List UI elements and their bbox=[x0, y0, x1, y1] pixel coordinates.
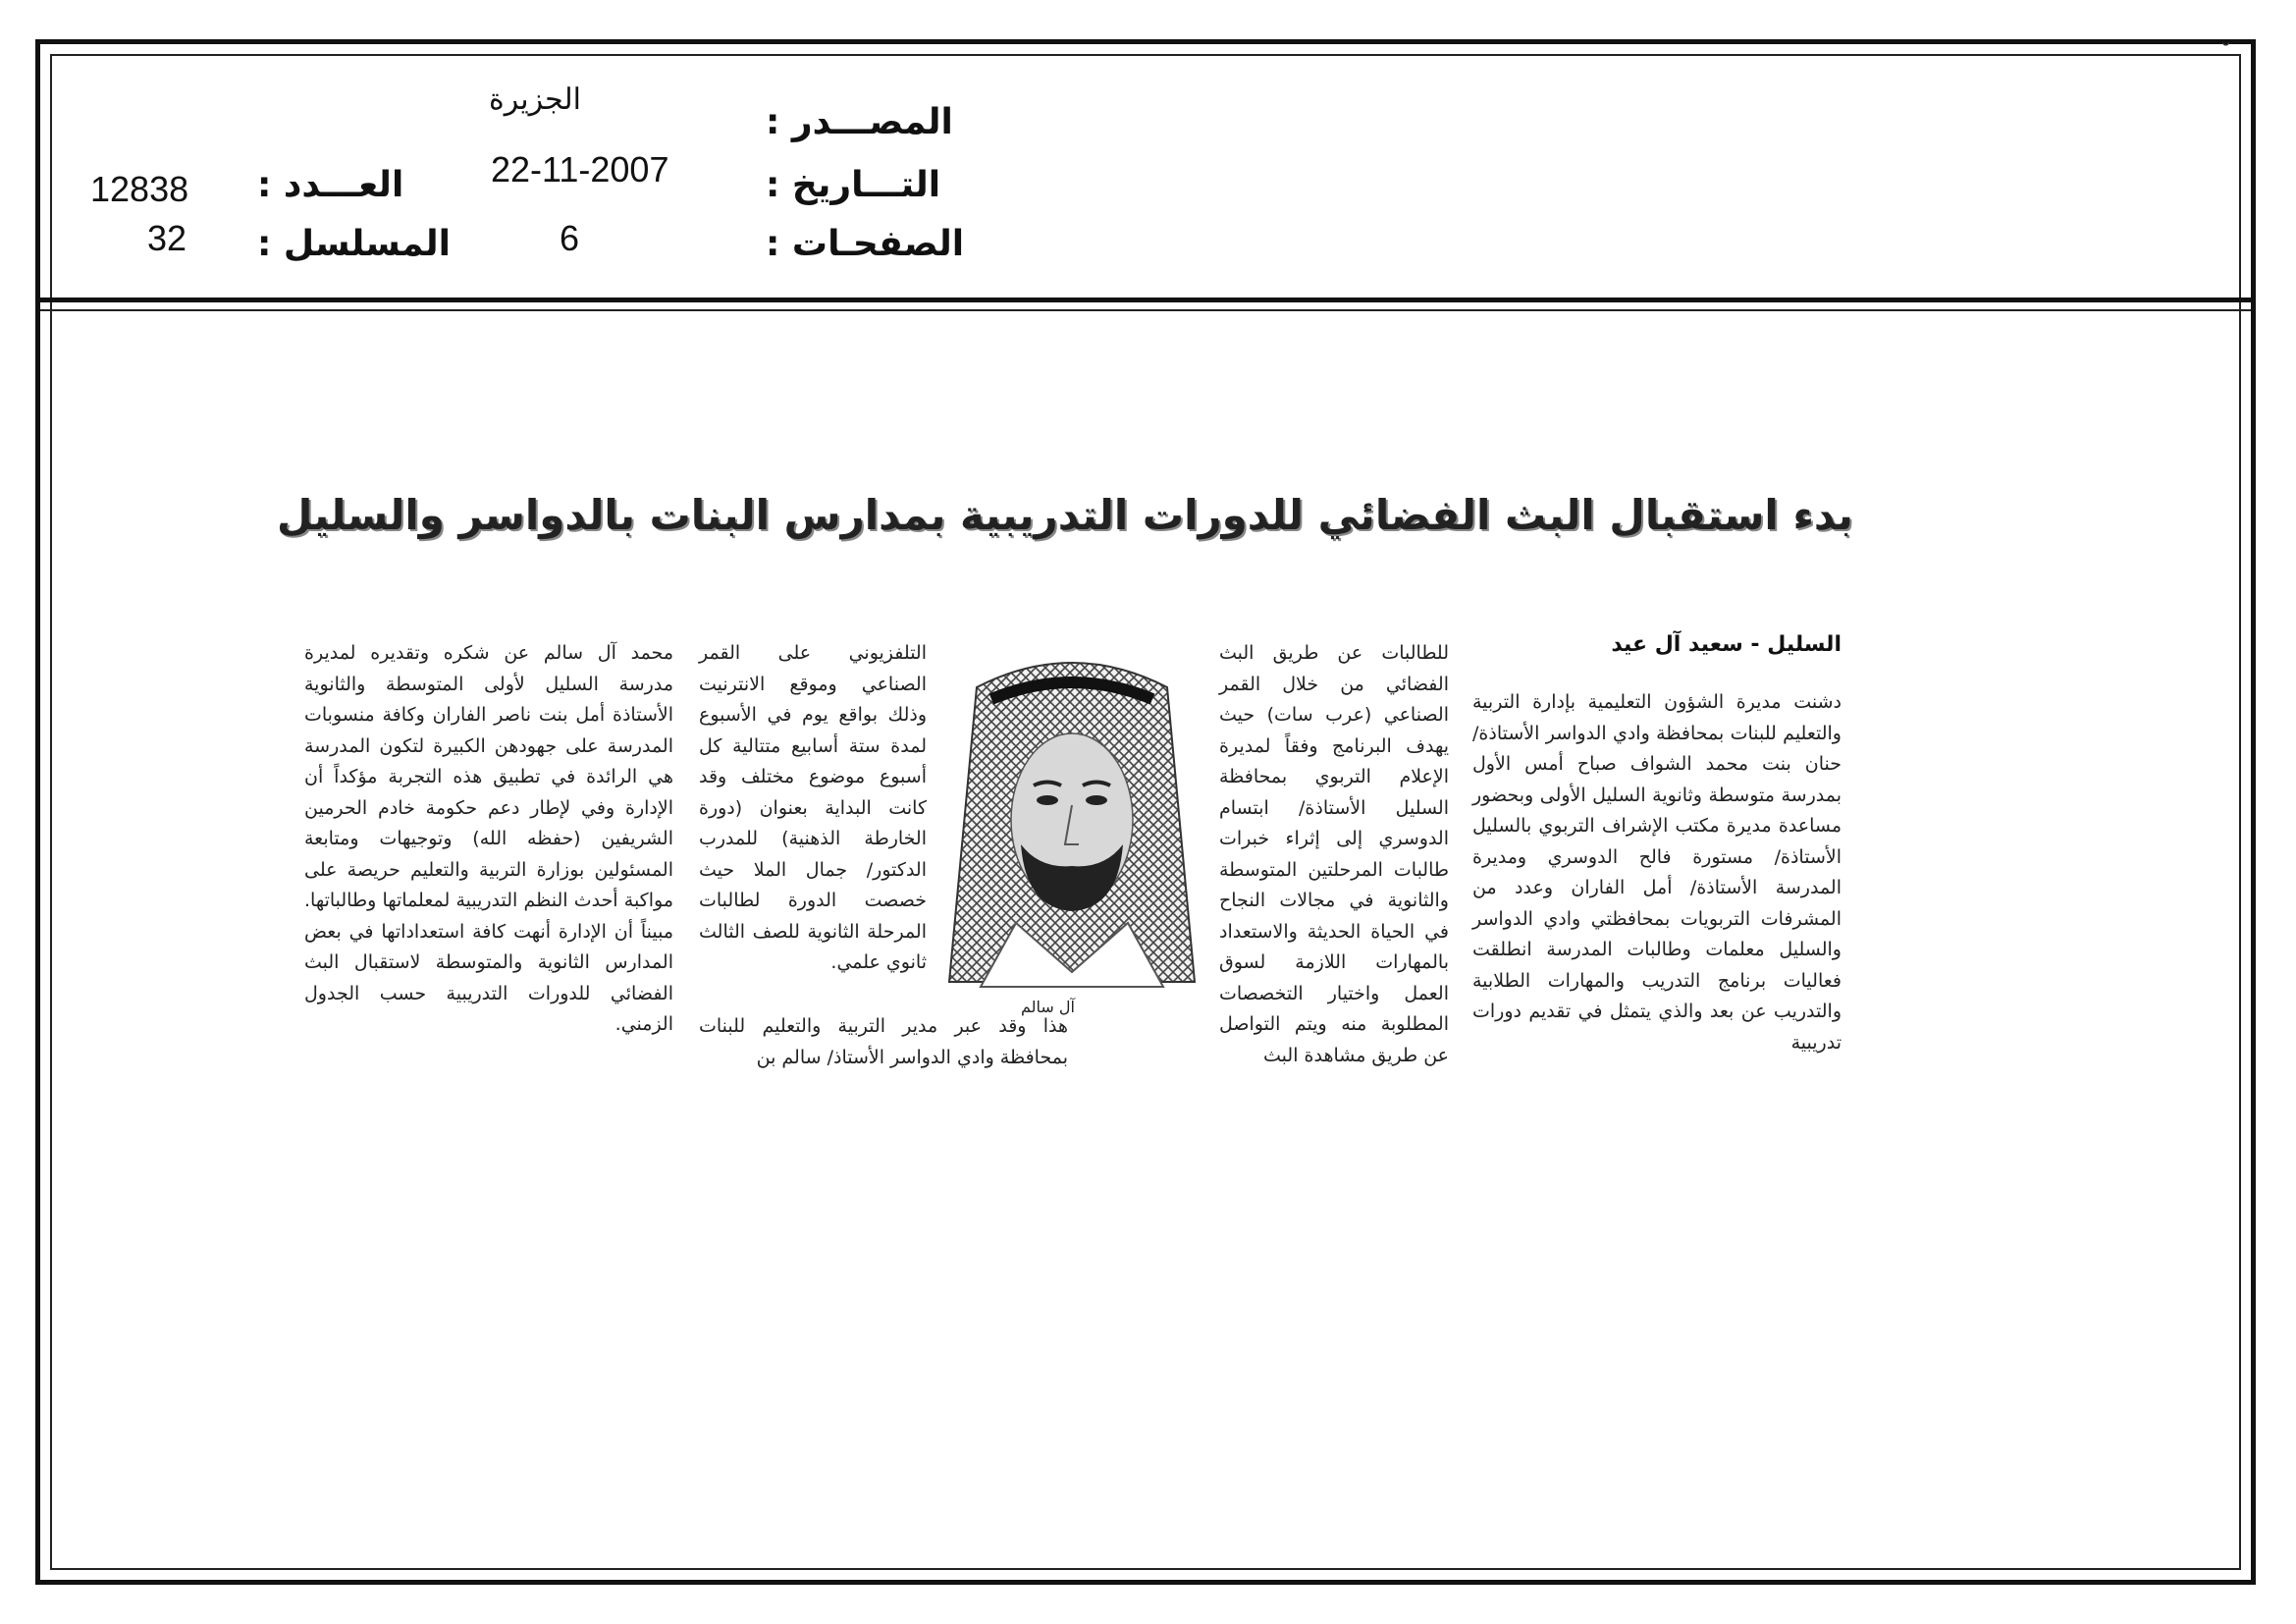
article-column-3: التلفزيوني على القمر الصناعي وموقع الانترنيت وذلك بواقع يوم في الأسبوع لمدة ستة أسابيع متتالية كل أسبوع موضوع مختلف وقد كانت البداية بعنوان (دورة الخارطة الذهنية) للمدرب الدكتور/ جمال الملا حيث خصصت الدورة لطالبات المرحلة الثانوية للصف الثالث ثانوي علمي. bbox=[699, 642, 927, 973]
date-value: 22-11-2007 bbox=[491, 149, 669, 189]
source-value: الجزيرة bbox=[489, 83, 582, 116]
photo-caption: آل سالم bbox=[1021, 998, 1075, 1016]
serial-value: 32 bbox=[147, 218, 187, 258]
source-label: المصـــدر : bbox=[766, 102, 953, 142]
header-divider bbox=[40, 298, 2251, 302]
issue-label: العـــدد : bbox=[257, 165, 404, 205]
pages-label: الصفحـات : bbox=[766, 224, 965, 264]
date-label: التـــاريخ : bbox=[766, 165, 941, 205]
article-column-4: محمد آل سالم عن شكره وتقديره لمديرة مدرسة السليل لأولى المتوسطة والثانوية الأستاذة أمل بنت ناصر الفاران وكافة منسوبات المدرسة على جهودهن الكبيرة لتكون المدرسة هي الرائدة في تطبيق هذه التجربة مؤكداً أن الإدارة وفي لإطار دعم حكومة خادم الحرمين الشريفين (حفظه الله) وتوجيهات ومتابعة المسئولين بوزارة التربية والتعليم حريصة على مواكبة أحدث النظم التدريبية لمعلماتها وطالباتها. مبيناً أن الإدارة أنهت كافة استعداداتها في بعض المدارس الثانوية والمتوسطة لاستقبال البث الفضائي للدورات التدريبية حسب الجدول الزمني. bbox=[304, 642, 673, 1035]
header-divider-thin bbox=[40, 309, 2251, 311]
article-headline: بدء استقبال البث الفضائي للدورات التدريبية بمدارس البنات بالدواسر والسليل bbox=[277, 491, 1853, 539]
pages-value: 6 bbox=[560, 218, 580, 258]
article-column-1: دشنت مديرة الشؤون التعليمية بإدارة التربية والتعليم للبنات بمحافظة وادي الدواسر الأستاذة/ حنان بنت محمد الشواف صباح أمس الأول بمدرسة متوسطة وثانوية السليل الأولى وبحضور مساعدة مديرة مكتب الإشراف التربوي بالسليل الأستاذة/ مستورة فالح الدوسري ومديرة المدرسة الأستاذة/ أمل الفاران وعدد من المشرفات التربويات بمحافظتي وادي الدواسر والسليل معلمات وطالبات المدرسة انطلقت فعاليات برنامج التدريب والمهارات الطلابية والتدريب عن بعد والذي يتمثل في تقديم دورات تدريبية bbox=[1472, 691, 1842, 1054]
serial-label: المسلسل : bbox=[257, 224, 452, 264]
issue-value: 12838 bbox=[90, 169, 189, 209]
article-byline: السليل - سعيد آل عيد bbox=[1611, 632, 1842, 657]
person-photo bbox=[937, 648, 1206, 994]
article-column-2: للطالبات عن طريق البث الفضائي من خلال القمر الصناعي (عرب سات) حيث يهدف البرنامج وفقاً لمديرة الإعلام التربوي بمحافظة السليل الأستاذة/ ابتسام الدوسري إلى إثراء خبرات طالبات المرحلتين المتوسطة والثانوية في مجالات النجاح في الحياة الحديثة والاستعداد بالمهارات اللازمة لسوق العمل واختيار التخصصات المطلوبة منه ويتم التواصل عن طريق مشاهدة البث bbox=[1219, 642, 1449, 1066]
article-column-3-continued: هذا وقد عبر مدير التربية والتعليم للبنات بمحافظة وادي الدواسر الأستاذ/ سالم بن bbox=[699, 1015, 1068, 1068]
portrait-illustration bbox=[937, 648, 1206, 994]
scan-mark: ˘ bbox=[2220, 41, 2231, 66]
